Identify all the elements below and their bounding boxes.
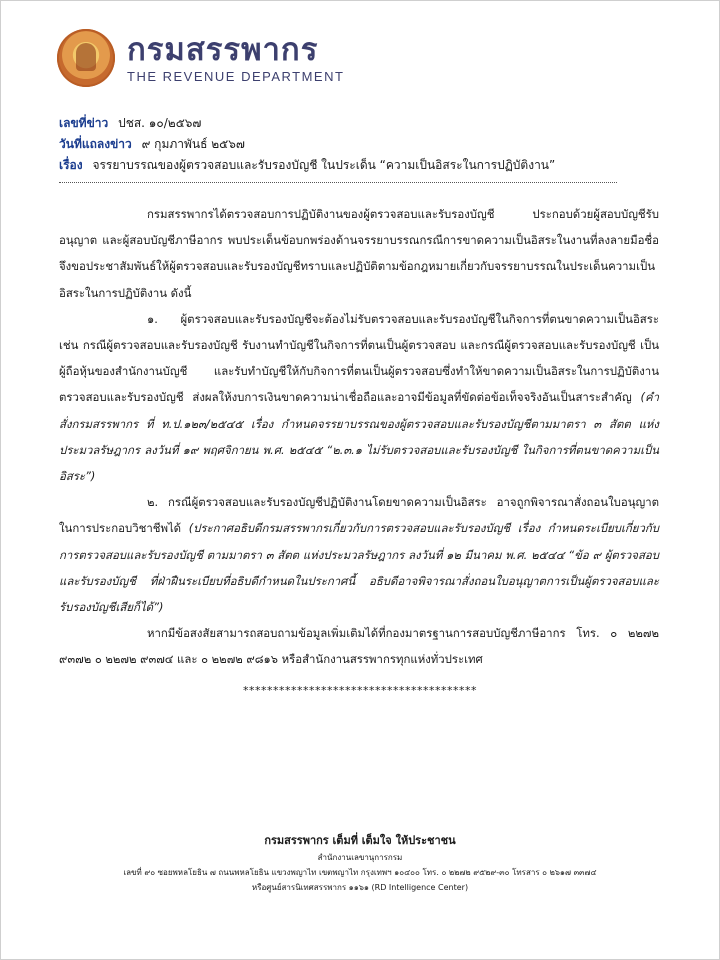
release-date-row bbox=[59, 134, 555, 155]
revenue-department-seal-icon bbox=[57, 29, 115, 87]
dotted-divider bbox=[59, 182, 617, 183]
brand-name-thai: กรมสรรพากร bbox=[127, 31, 319, 68]
footer-slogan: กรมสรรพากร เต็มที่ เต็มใจ ให้ประชาชน bbox=[264, 834, 456, 847]
subject-row bbox=[59, 155, 555, 176]
intro-paragraph: กรมสรรพากรได้ตรวจสอบการปฏิบัติงานของผู้ตรวจสอบและรับรองบัญชี ประกอบด้วยผู้สอบบัญชีรับอนุญาต และผู้สอบบัญชีภาษีอากร พบประเด็นข้อบกพร่องด้านจรรยาบรรณกรณีการขาดความเป็นอิสระในงานที่ลงลายมือชื่อ จึงขอประชาสัมพันธ์ให้ผู้ตรวจสอบและรับรองบัญชีทราบและปฏิบัติตามข้อกฎหมายเกี่ยวกับจรรยาบรรณในประเด็นความเป็นอิสระในการปฏิบัติงาน ดังนี้ bbox=[59, 207, 659, 300]
footer-office: สำนักงานเลขานุการกรม bbox=[317, 853, 403, 862]
brand bbox=[127, 33, 344, 84]
item-2-reference: (ประกาศอธิบดีกรมสรรพากรเกี่ยวกับการตรวจสอบและรับรองบัญชี เรื่อง กำหนดระเบียบเกี่ยวกับการตรวจสอบและรับรองบัญชี ตามมาตรา ๓ สัตต แห่งประมวลรัษฎากร ลงวันที่ ๑๒ มีนาคม พ.ศ. ๒๕๔๔ “ข้อ ๙ ผู้ตรวจสอบและรับรองบัญชี ที่ฝ่าฝืนระเบียบที่อธิบดีกำหนดในประกาศนี้ อธิบดีอาจพิจารณาสั่งถอนใบอนุญาตการเป็นผู้ตรวจสอบและรับรองบัญชีเสียก็ได้”) bbox=[59, 521, 659, 615]
item-1-reference: (คำสั่งกรมสรรพากร ที่ ท.ป.๑๒๓/๒๕๔๕ เรื่อง กำหนดจรรยาบรรณของผู้ตรวจสอบและรับรองบัญชีตามมาตรา ๓ สัตต แห่งประมวลรัษฎากร ลงวันที่ ๑๙ พฤศจิกายน พ.ศ. ๒๕๔๕ “๒.๓.๑ ไม่รับตรวจสอบและรับรองบัญชี ในกิจการที่ตนขาดความเป็นอิสระ”) bbox=[59, 390, 659, 484]
footer-address: เลขที่ ๙๐ ซอยพหลโยธิน ๗ ถนนพหลโยธิน แขวงพญาไท เขตพญาไท กรุงเทพฯ ๑๐๔๐๐ โทร. ๐ ๒๒๗๒ ๙๕๒๙-๓๐ โทรสาร ๐ ๒๖๑๗ ๓๓๗๔ bbox=[123, 868, 597, 877]
footer bbox=[1, 831, 719, 895]
news-number-row bbox=[59, 113, 555, 134]
release-body bbox=[59, 201, 659, 673]
subject-value: จรรยาบรรณของผู้ตรวจสอบและรับรองบัญชี ในประเด็น “ความเป็นอิสระในการปฏิบัติงาน” bbox=[92, 158, 556, 172]
contact-paragraph: หากมีข้อสงสัยสามารถสอบถามข้อมูลเพิ่มเติมได้ที่กองมาตรฐานการสอบบัญชีภาษีอากร โทร. ๐ ๒๒๗๒ ๙๓๗๒ ๐ ๒๒๗๒ ๙๓๗๔ และ ๐ ๒๒๗๒ ๙๘๑๖ หรือสำนักงานสรรพากรทุกแห่งทั่วประเทศ bbox=[59, 626, 659, 667]
item-1-text: ๑. ผู้ตรวจสอบและรับรองบัญชีจะต้องไม่รับตรวจสอบและรับรองบัญชีในกิจการที่ตนขาดความเป็นอิสระ เช่น กรณีผู้ตรวจสอบและรับรองบัญชี รับงานทำบัญชีในกิจการที่ตนเป็นผู้ตรวจสอบ และกรณีผู้ตรวจสอบและรับรองบัญชี เป็นผู้ถือหุ้นของสำนักงานบัญชี และรับทำบัญชีให้กับกิจการที่ตนเป็นผู้ตรวจสอบซึ่งทำให้ขาดความเป็นอิสระในการปฏิบัติงานตรวจสอบและรับรองบัญชี ส่งผลให้งบการเงินขาดความน่าเชื่อถือและอาจมีข้อมูลที่ขัดต่อข้อเท็จจริงอันเป็นสาระสำคัญ bbox=[59, 311, 659, 405]
release-date-value: ๙ กุมภาพันธ์ ๒๕๖๗ bbox=[141, 137, 245, 151]
brand-name-english: THE REVENUE DEPARTMENT bbox=[127, 68, 345, 84]
release-date-label: วันที่แถลงข่าว bbox=[59, 137, 132, 151]
item-2-text: ๒. กรณีผู้ตรวจสอบและรับรองบัญชีปฏิบัติงานโดยขาดความเป็นอิสระ อาจถูกพิจารณาสั่งถอนใบอนุญาตในการประกอบวิชาชีพได้ bbox=[59, 495, 659, 536]
header bbox=[57, 29, 344, 87]
subject-label: เรื่อง bbox=[59, 158, 83, 172]
news-number-value: ปชส. ๑๐/๒๕๖๗ bbox=[118, 116, 202, 130]
footer-callcenter: หรือศูนย์สารนิเทศสรรพากร ๑๑๖๑ (RD Intelligence Center) bbox=[251, 883, 469, 892]
item-2-paragraph bbox=[59, 489, 659, 620]
star-separator: *************************************** bbox=[243, 684, 477, 697]
news-number-label: เลขที่ข่าว bbox=[59, 116, 109, 130]
release-meta bbox=[59, 113, 555, 176]
item-1-paragraph bbox=[59, 306, 659, 489]
